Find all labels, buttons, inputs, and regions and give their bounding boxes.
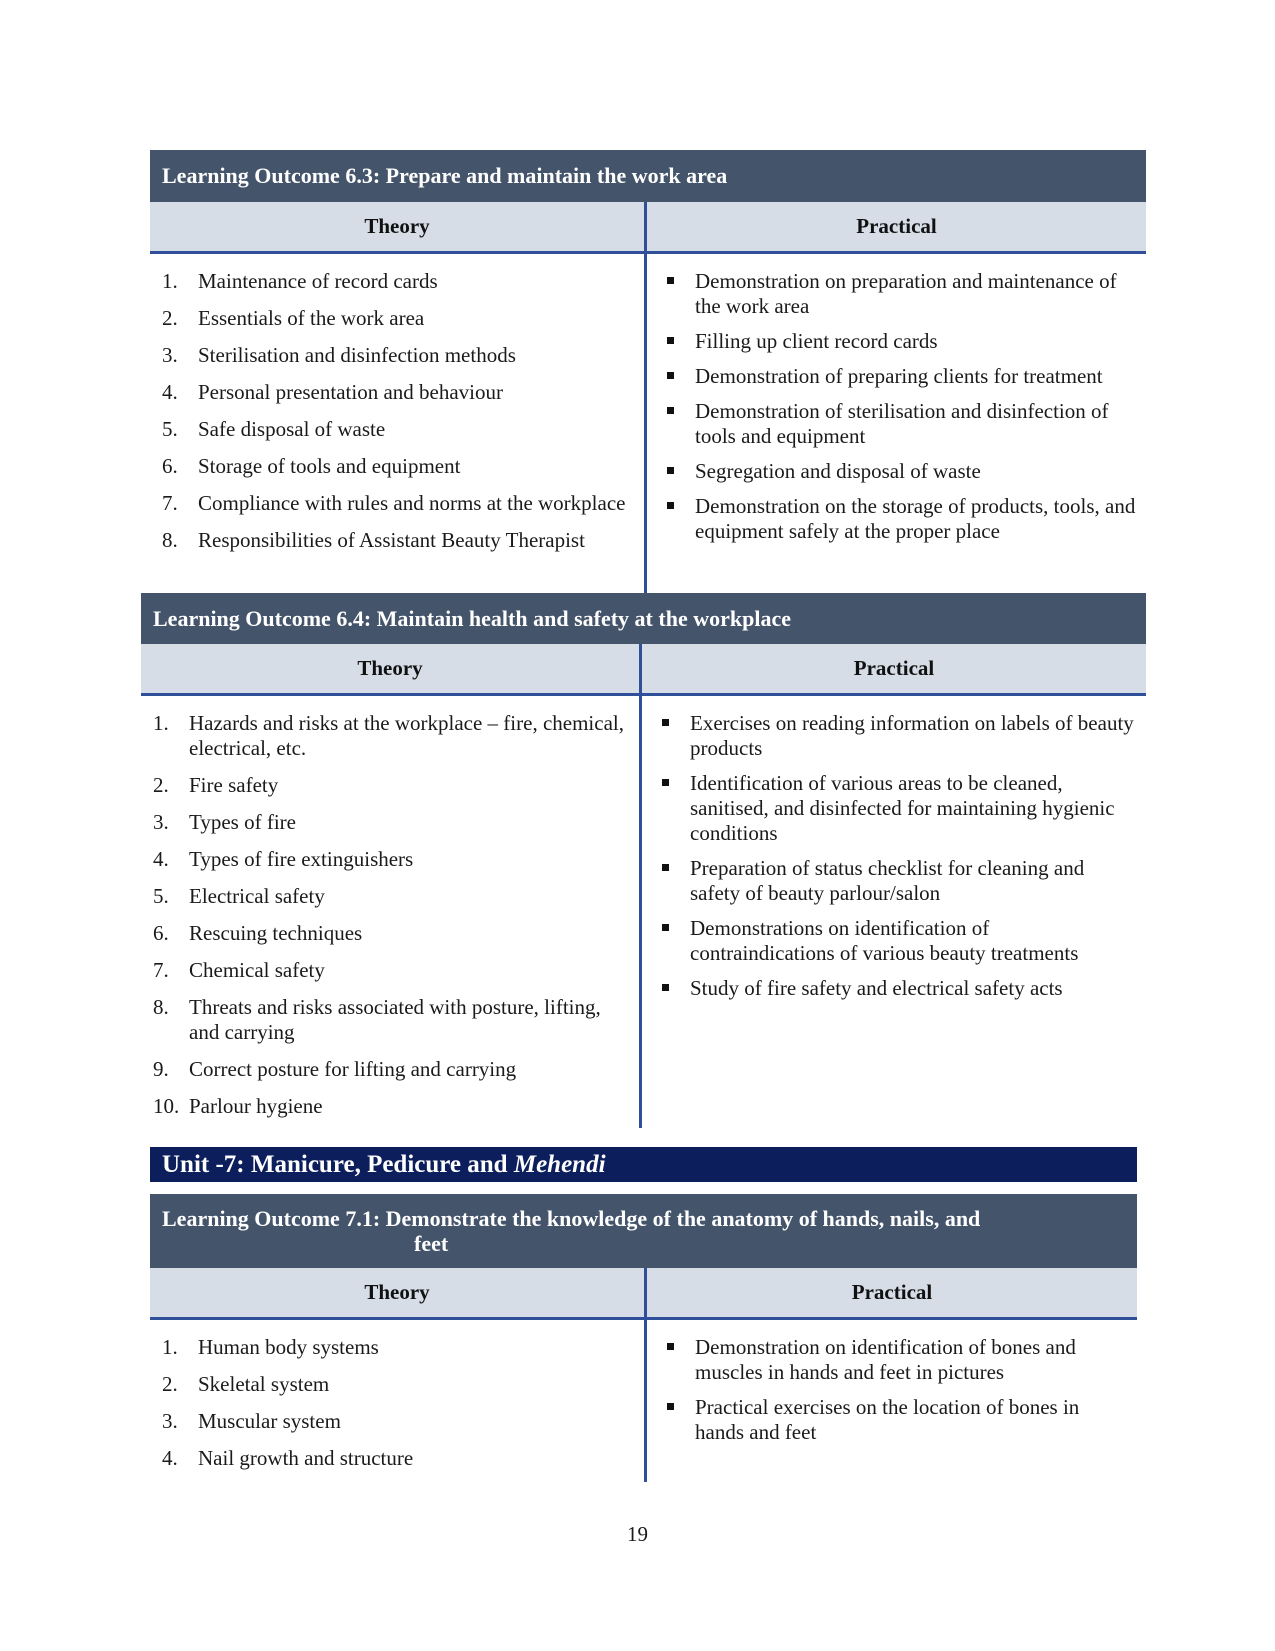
lo-6-3-theory-list xyxy=(150,254,647,595)
list-item: 3. Sterilisation and disinfection methods xyxy=(162,343,516,367)
list-item: Demonstrations on identification of contraindications of various beauty treatments xyxy=(654,916,1136,966)
list-item: Demonstration of preparing clients for treatment xyxy=(659,364,1136,389)
lo-6-3-practical-header: Practical xyxy=(856,214,937,238)
list-item: Filling up client record cards xyxy=(659,329,1136,354)
list-item: 8. Threats and risks associated with posture, lifting, and carrying xyxy=(153,995,601,1044)
lo-7-1-title xyxy=(150,1194,1137,1268)
bullet-icon xyxy=(659,269,695,319)
list-item: 7. Compliance with rules and norms at the workplace xyxy=(162,491,626,515)
list-item: 5. Safe disposal of waste xyxy=(162,417,386,441)
lo-6-3-body xyxy=(150,254,1146,595)
lo-6-4-theory-header: Theory xyxy=(141,644,642,693)
lo-6-4-title-text: Learning Outcome 6.4: Maintain health and safety at the workplace xyxy=(153,605,791,631)
lo-6-3-section xyxy=(150,150,1146,595)
list-item: 8. Responsibilities of Assistant Beauty Therapist xyxy=(162,528,585,552)
list-item: 2. Essentials of the work area xyxy=(162,306,425,330)
lo-6-4-section xyxy=(141,593,1146,1128)
lo-6-3-title-text: Learning Outcome 6.3: Prepare and maintain the work area xyxy=(162,163,728,188)
lo-6-3-practical-list xyxy=(647,254,1146,595)
lo-6-4-title xyxy=(141,593,1146,644)
lo-6-4-practical-list xyxy=(642,696,1146,1128)
list-item: Preparation of status checklist for cleaning and safety of beauty parlour/salon xyxy=(654,856,1136,906)
list-item: 2. Fire safety xyxy=(153,773,279,797)
bullet-icon xyxy=(659,494,695,544)
list-item: 4. Nail growth and structure xyxy=(162,1446,414,1470)
list-item: 7. Chemical safety xyxy=(153,958,325,982)
lo-7-1-header-row xyxy=(150,1268,1137,1320)
list-item: Identification of various areas to be cleaned, sanitised, and disinfected for maintaining hygienic conditions xyxy=(654,771,1136,846)
lo-7-1-practical-header: Practical xyxy=(851,1280,933,1304)
unit-7-title xyxy=(150,1147,1137,1182)
list-item: 10. Parlour hygiene xyxy=(153,1094,323,1118)
bullet-icon xyxy=(659,329,695,354)
lo-7-1-section xyxy=(150,1194,1137,1482)
bullet-icon xyxy=(654,856,690,906)
list-item: Study of fire safety and electrical safety acts xyxy=(654,976,1136,1001)
list-item: Demonstration on preparation and maintenance of the work area xyxy=(659,269,1136,319)
list-item: 4. Personal presentation and behaviour xyxy=(162,380,503,404)
bullet-icon xyxy=(659,459,695,484)
bullet-icon xyxy=(659,1395,695,1445)
list-item: 9. Correct posture for lifting and carrying xyxy=(153,1057,517,1081)
list-item: Practical exercises on the location of bones in hands and feet xyxy=(659,1395,1127,1445)
list-item: 1. Human body systems xyxy=(162,1335,379,1359)
lo-7-1-title-line2: feet xyxy=(414,1231,449,1256)
lo-6-3-title xyxy=(150,150,1146,202)
list-item: Demonstration on the storage of products, tools, and equipment safely at the proper place xyxy=(659,494,1136,544)
bullet-icon xyxy=(654,711,690,761)
list-item: 1. Maintenance of record cards xyxy=(162,269,438,293)
lo-7-1-title-line1: Learning Outcome 7.1: Demonstrate the knowledge of the anatomy of hands, nails, and xyxy=(162,1206,981,1231)
list-item: 1. Hazards and risks at the workplace – fire, chemical, electrical, etc. xyxy=(153,711,624,760)
lo-6-3-theory-header: Theory xyxy=(150,202,647,251)
bullet-icon xyxy=(654,916,690,966)
lo-7-1-practical-list xyxy=(647,1320,1137,1482)
lo-6-4-body xyxy=(141,696,1146,1128)
lo-7-1-theory-list xyxy=(150,1320,647,1482)
bullet-icon xyxy=(659,364,695,389)
bullet-icon xyxy=(659,399,695,449)
list-item: 3. Muscular system xyxy=(162,1409,341,1433)
list-item: Demonstration of sterilisation and disinfection of tools and equipment xyxy=(659,399,1136,449)
lo-6-4-practical-header: Practical xyxy=(853,656,935,680)
bullet-icon xyxy=(659,1335,695,1385)
list-item: Segregation and disposal of waste xyxy=(659,459,1136,484)
list-item: Exercises on reading information on labels of beauty products xyxy=(654,711,1136,761)
list-item: 2. Skeletal system xyxy=(162,1372,330,1396)
unit-7-title-text: Unit -7: Manicure, Pedicure and Mehendi xyxy=(162,1150,606,1178)
lo-6-4-header-row xyxy=(141,644,1146,696)
page-number: 19 xyxy=(627,1522,648,1546)
list-item: 5. Electrical safety xyxy=(153,884,325,908)
list-item: 6. Storage of tools and equipment xyxy=(162,454,461,478)
lo-6-3-header-row xyxy=(150,202,1146,254)
lo-7-1-body xyxy=(150,1320,1137,1482)
list-item: 3. Types of fire xyxy=(153,810,296,834)
list-item: Demonstration on identification of bones and muscles in hands and feet in pictures xyxy=(659,1335,1127,1385)
lo-6-4-theory-list xyxy=(141,696,642,1128)
bullet-icon xyxy=(654,976,690,1001)
bullet-icon xyxy=(654,771,690,846)
list-item: 6. Rescuing techniques xyxy=(153,921,363,945)
lo-7-1-theory-header: Theory xyxy=(150,1268,647,1317)
list-item: 4. Types of fire extinguishers xyxy=(153,847,414,871)
